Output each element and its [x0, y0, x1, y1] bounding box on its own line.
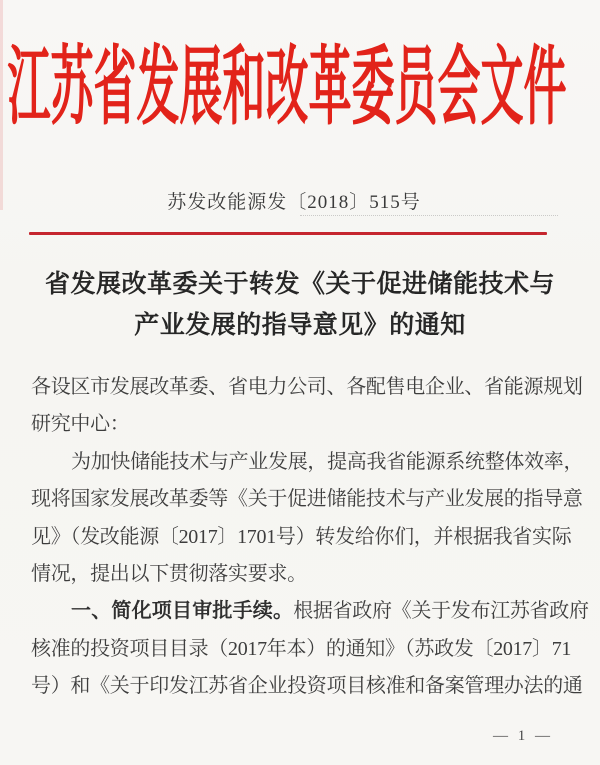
agency-header-text: 江苏省发展和改革委员会文件: [7, 42, 567, 136]
salutation-line-1: 各设区市发展改革委、省电力公司、各配售电企业、省能源规划: [31, 376, 583, 398]
body-line-text: 根据省政府《关于发布江苏省政府: [293, 600, 589, 623]
body-line: 情况，提出以下贯彻落实要求。: [31, 563, 307, 586]
page-number: — 1 —: [493, 728, 553, 744]
body-line: 号）和《关于印发江苏省企业投资项目核准和备案管理办法的通: [31, 675, 583, 698]
body-line: 核准的投资项目目录（2017年本）的通知》（苏政发〔2017〕71: [31, 637, 572, 660]
body-line: 现将国家发展改革委等《关于促进储能技术与产业发展的指导意: [31, 488, 583, 511]
scan-artifact-edge: [0, 0, 3, 210]
document-number: 苏发改能源发〔2018〕515号: [167, 192, 421, 213]
red-separator-line: [29, 232, 547, 235]
section-heading: 一、简化项目审批手续。: [71, 600, 294, 623]
document-body: [31, 369, 589, 706]
body-line: 见》（发改能源〔2017〕1701号）转发给你们，并根据我省实际: [31, 525, 572, 548]
agency-header: [0, 42, 600, 136]
salutation-line-2: 研究中心：: [31, 413, 130, 436]
body-line: [31, 593, 589, 630]
scan-artifact-dots: [300, 215, 558, 216]
document-title-line-1: 省发展改革委关于转发《关于促进储能技术与: [44, 271, 555, 298]
document-title-line-2: 产业发展的指导意见》的通知: [134, 312, 466, 339]
body-line: 为加快储能技术与产业发展，提高我省能源系统整体效率，: [71, 450, 584, 473]
document-title: [0, 264, 600, 346]
